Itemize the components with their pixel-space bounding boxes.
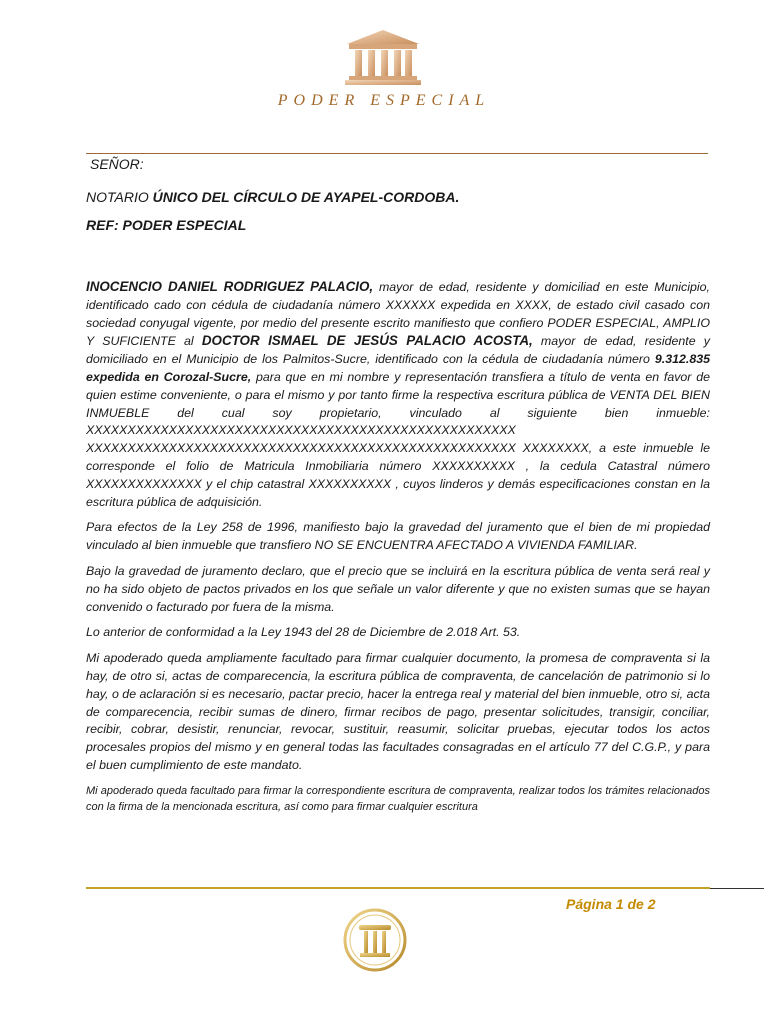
- paragraph-text: para que en mi nombre y representación transfiera a título de venta en favor de quien estime conveniente, o para el mismo y por tanto firme la respectiva escritura pública de VENTA DEL BIEN INMUEBLE del cual soy propietario, vinculado al siguiente bien inmueble: XXXXXXXXXXXXXXXXXXXXXXXXXXXXXXXXXXXXXXXXXXXXXXXXXXXX XXXXXXXXXXXXXXXXXXXXXXXXXXXXXXXXXXXXXXXXXXXXXXXXXXXX XXXXXXXX, a este inmueble le corresponde el folio de Matricula Inmobiliaria número XXXXXXXXXX , la cedula Catastral número XXXXXXXXXXXXXX y el chip catastral XXXXXXXXXX , cuyos linderos y demás especificaciones constan en la escritura pública de adquisición.: [86, 369, 710, 509]
- paragraph-grant: [86, 278, 710, 511]
- notario-name: ÚNICO DEL CÍRCULO DE AYAPEL-CORDOBA.: [152, 189, 460, 205]
- column-seal-icon: [342, 907, 408, 973]
- paragraph-ley-1943: Lo anterior de conformidad a la Ley 1943 del 28 de Diciembre de 2.018 Art. 53.: [86, 625, 521, 640]
- attorney-name: DOCTOR ISMAEL DE JESÚS PALACIO ACOSTA,: [201, 333, 533, 349]
- paragraph-escritura: Mi apoderado queda facultado para firmar la correspondiente escritura de compraventa, realizar todos los trámites relacionados con la firma de la mencionada escritura, así como para firmar cualquier escritura: [86, 784, 710, 814]
- attorney-cedula: 9.312.835 expedida en Corozal-Sucre,: [86, 352, 710, 384]
- paragraph-facultades: Mi apoderado queda ampliamente facultado para firmar cualquier documento, la promesa de compraventa si la hay, de otro si, actas de comparecencia, la escritura pública de compraventa, de cancelación de patrimonio si lo hay, o de aclaración si es necesario, pactar precio, hacer la entrega real y material del bien inmueble, otro si, acta de comparecencia, recibir sumas de dinero, firmar recibos de pago, presentar solicitudes, transigir, conciliar, recibir, cobrar, desistir, renunciar, revocar, sustituir, reasumir, solicitar pruebas, ejecutar todos los actos procesales propios del mismo y en general todas las facultades consagradas en el artículo 77 del C.G.P., y para el buen cumplimiento de este mandato.: [86, 651, 710, 772]
- page-number: Página 1 de 2: [566, 896, 656, 912]
- paragraph-text: mayor de edad, residente y domiciliado en el Municipio de los Palmitos-Sucre, identificado con la cédula de ciudadanía número: [86, 334, 710, 367]
- paragraph-ley-258: Para efectos de la Ley 258 de 1996, manifiesto bajo la gravedad del juramento que el bien de mi propiedad vinculado al bien inmueble que transfiero NO SE ENCUENTRA AFECTADO A VIVIENDA FAMILIAR.: [86, 520, 710, 553]
- paragraph-text: mayor de edad, residente y domiciliad en este Municipio, identificado cado con cédula de ciudadanía número XXXXXX expedida en XXXX, de estado civil casado con sociedad conyugal vigente, por medio del presente escrito manifiesto que confiero PODER ESPECIAL, AMPLIO Y SUFICIENTE al: [86, 280, 710, 349]
- notario-prefix: NOTARIO: [86, 189, 153, 205]
- salutation: SEÑOR:: [90, 156, 144, 172]
- footer-divider: [86, 887, 710, 889]
- document-body: [86, 278, 710, 824]
- grantor-name: INOCENCIO DANIEL RODRIGUEZ PALACIO,: [86, 279, 374, 294]
- header-divider: [86, 153, 708, 154]
- footer-divider-extension: [710, 888, 764, 889]
- reference-line: REF: PODER ESPECIAL: [86, 217, 247, 233]
- document-title: PODER ESPECIAL: [277, 92, 491, 109]
- addressee-line: [86, 189, 459, 205]
- greek-temple-icon: [343, 28, 423, 86]
- paragraph-precio: Bajo la gravedad de juramento declaro, que el precio que se incluirá en la escritura pública de venta será real y no ha sido objeto de pactos privados en los que señale un valor diferente y que no existen sumas que se hayan convenido o facturado por fuera de la misma.: [86, 563, 710, 614]
